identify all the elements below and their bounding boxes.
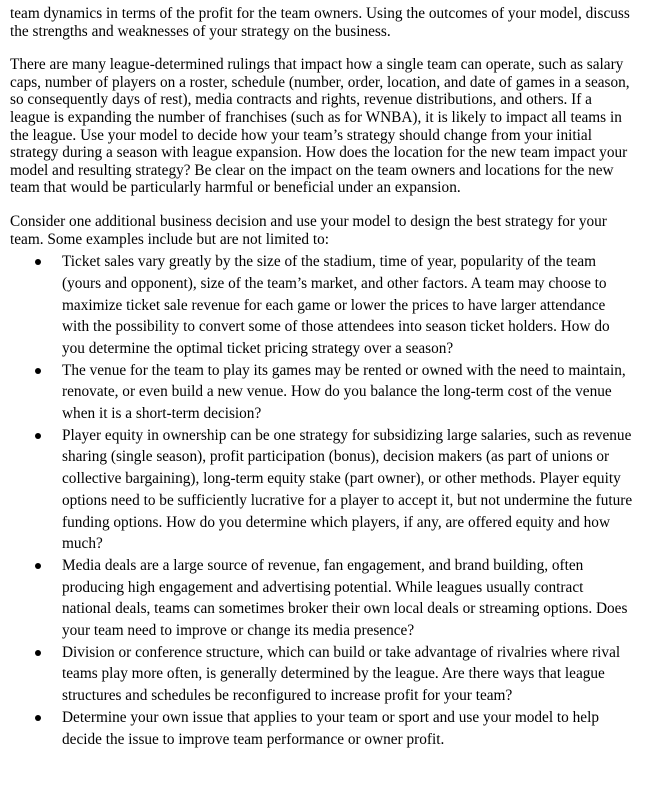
list-item-text: Media deals are a large source of revenue, fan engagement, and brand building, often producing high engagement and advertising potential. While leagues usually contract national deals, teams can sometimes broker their own local deals or streaming options. Does your team need to improve or change its media presence? [62, 556, 628, 640]
paragraph-additional-decision: Consider one additional business decision and use your model to design the best strategy for your team. Some examples include but are not limited to: [10, 212, 607, 248]
bullet-icon [35, 433, 41, 439]
list-item-ticket-sales [62, 251, 634, 360]
bullet-icon [35, 259, 41, 265]
list-item-text: Player equity in ownership can be one strategy for subsidizing large salaries, such as revenue sharing (single season), profit participation (bonus), decision makers (as part of unions or collective bargaining), long-term equity stake (part owner), or other methods. Player equity options need to be sufficiently lucrative for a player to accept it, but not undermine the future funding options. How do you determine which players, if any, are offered equity and how much? [62, 426, 633, 553]
paragraph-team-dynamics: team dynamics in terms of the profit for the team owners. Using the outcomes of your model, discuss the strengths and weaknesses of your strategy on the business. [10, 5, 630, 40]
bullet-icon [35, 563, 41, 569]
list-item-text: Determine your own issue that applies to your team or sport and use your model to help decide the issue to improve team performance or owner profit. [62, 708, 599, 748]
list-item-text: Division or conference structure, which can build or take advantage of rivalries where rival teams play more often, is generally determined by the league. Are there ways that league structures and schedules be reconfigured to increase profit for your team? [62, 643, 621, 705]
list-item-media-deals [62, 555, 634, 642]
bullet-icon [35, 650, 41, 656]
list-item-own-issue [62, 707, 634, 750]
list-item-text: The venue for the team to play its games may be rented or owned with the need to maintain, renovate, or even build a new venue. How do you balance the long-term cost of the venue when it is a short-term decision? [62, 361, 626, 423]
list-item-division-structure [62, 642, 634, 707]
bullet-icon [35, 368, 41, 374]
examples-list [10, 251, 634, 750]
list-item-player-equity [62, 425, 634, 555]
paragraph-league-rulings: There are many league-determined rulings that impact how a single team can operate, such as salary caps, number of players on a roster, schedule (number, order, location, and date of games in a season, so consequently days of rest), media contracts and rights, revenue distributions, and others. If a league is expanding the number of franchises (such as for WNBA), it is likely to impact all teams in the league. Use your model to decide how your team’s strategy should change from your initial strategy during a season with league expansion. How does the location for the new team impact your model and resulting strategy? Be clear on the impact on the team owners and locations for the new team that would be particularly harmful or beneficial under an expansion. [10, 56, 630, 197]
bullet-icon [35, 715, 41, 721]
list-item-text: Ticket sales vary greatly by the size of the stadium, time of year, popularity of the team (yours and opponent), size of the team’s market, and other factors. A team may choose to maximize ticket sale revenue for each game or lower the prices to have larger attendance with the possibility to convert some of those attendees into season ticket holders. How do you determine the optimal ticket pricing strategy over a season? [62, 253, 610, 357]
list-item-venue [62, 360, 634, 425]
